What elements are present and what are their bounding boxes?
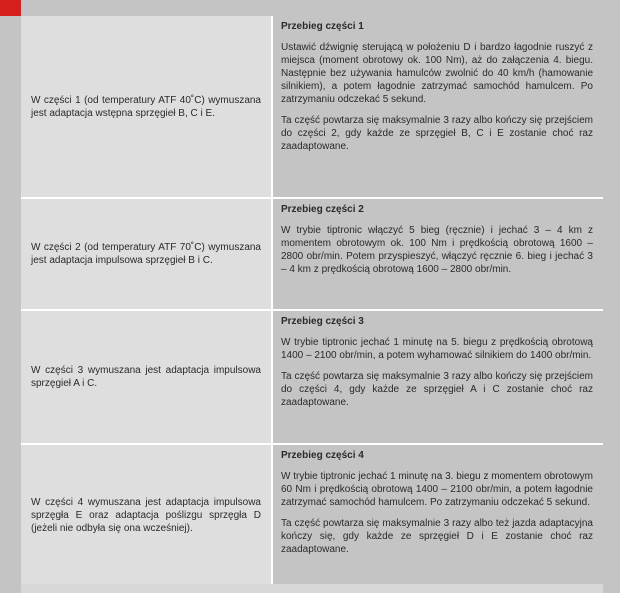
procedure-text: W trybie tiptronic jechać 1 minutę na 3. biegu z momentem obrotowym 60 Nm i prędkością obrotową 1400 – 2100 obr/min, a potem łagodnie zatrzymać samochód hamulcem. Po zatrzymaniu odczekać 5 sekund.	[281, 471, 593, 508]
part-description: W części 4 wymuszana jest adaptacja impulsowa sprzęgła E oraz adaptacja poślizgu sprzęgła D (jeżeli nie odbyła się ona wcześniej).	[21, 445, 273, 586]
procedure-table	[21, 16, 603, 588]
procedure-heading: Przebieg części 3	[281, 316, 364, 327]
procedure-heading: Przebieg części 4	[281, 450, 364, 461]
part-description: W części 1 (od temperatury ATF 40˚C) wymuszana jest adaptacja wstępna sprzęgieł B, C i E.	[21, 16, 273, 197]
table-row	[21, 445, 603, 588]
table-row	[21, 199, 603, 311]
red-corner-tab	[0, 0, 21, 16]
procedure-text: Ta część powtarza się maksymalnie 3 razy albo też jazda adaptacyjna kończy się, gdy każde ze sprzęgieł D i E zostanie choć raz zaadaptowane.	[281, 518, 593, 555]
procedure-text: Ta część powtarza się maksymalnie 3 razy albo kończy się przejściem do części 4, gdy każde ze sprzęgieł A i C zostanie choć raz zaadaptowane.	[281, 371, 593, 408]
procedure-text: W trybie tiptronic jechać 1 minutę na 5. biegu z prędkością obrotową 1400 – 2100 obr/min, a potem wyhamować silnikiem do 1400 obr/min.	[281, 337, 593, 361]
part-procedure	[273, 16, 601, 197]
procedure-text: W trybie tiptronic włączyć 5 bieg (ręcznie) i jechać 3 – 4 km z momentem obrotowym ok. 100 Nm i prędkością obrotową 1600 – 2800 obr/min. Potem przyspieszyć, włączyć ręcznie 6. bieg i jechać 3 – 4 km z prędkością obrotową 1600 – 2800 obr/min.	[281, 225, 593, 275]
part-procedure	[273, 311, 601, 443]
part-description: W części 3 wymuszana jest adaptacja impulsowa sprzęgieł A i C.	[21, 311, 273, 443]
table-bottom-strip	[21, 584, 603, 593]
table-row	[21, 311, 603, 445]
procedure-text: Ustawić dźwignię sterującą w położeniu D i bardzo łagodnie ruszyć z miejsca (moment obrotowy ok. 100 Nm), aż do załączenia 4. biegu. Następnie bez używania hamulców zwolnić do 40 km/h (hamowanie silnikiem), a potem łagodnie zatrzymać samochód hamulcem. Po zatrzymaniu odczekać 5 sekund.	[281, 42, 593, 105]
procedure-text: Ta część powtarza się maksymalnie 3 razy albo kończy się przejściem do części 2, gdy każde ze sprzęgieł B, C i E zostanie choć raz zaadaptowane.	[281, 115, 593, 152]
table-row	[21, 16, 603, 199]
part-description: W części 2 (od temperatury ATF 70˚C) wymuszana jest adaptacja impulsowa sprzęgieł B i C.	[21, 199, 273, 309]
part-procedure	[273, 445, 601, 586]
part-procedure	[273, 199, 601, 309]
procedure-heading: Przebieg części 2	[281, 204, 364, 215]
procedure-heading: Przebieg części 1	[281, 21, 364, 32]
